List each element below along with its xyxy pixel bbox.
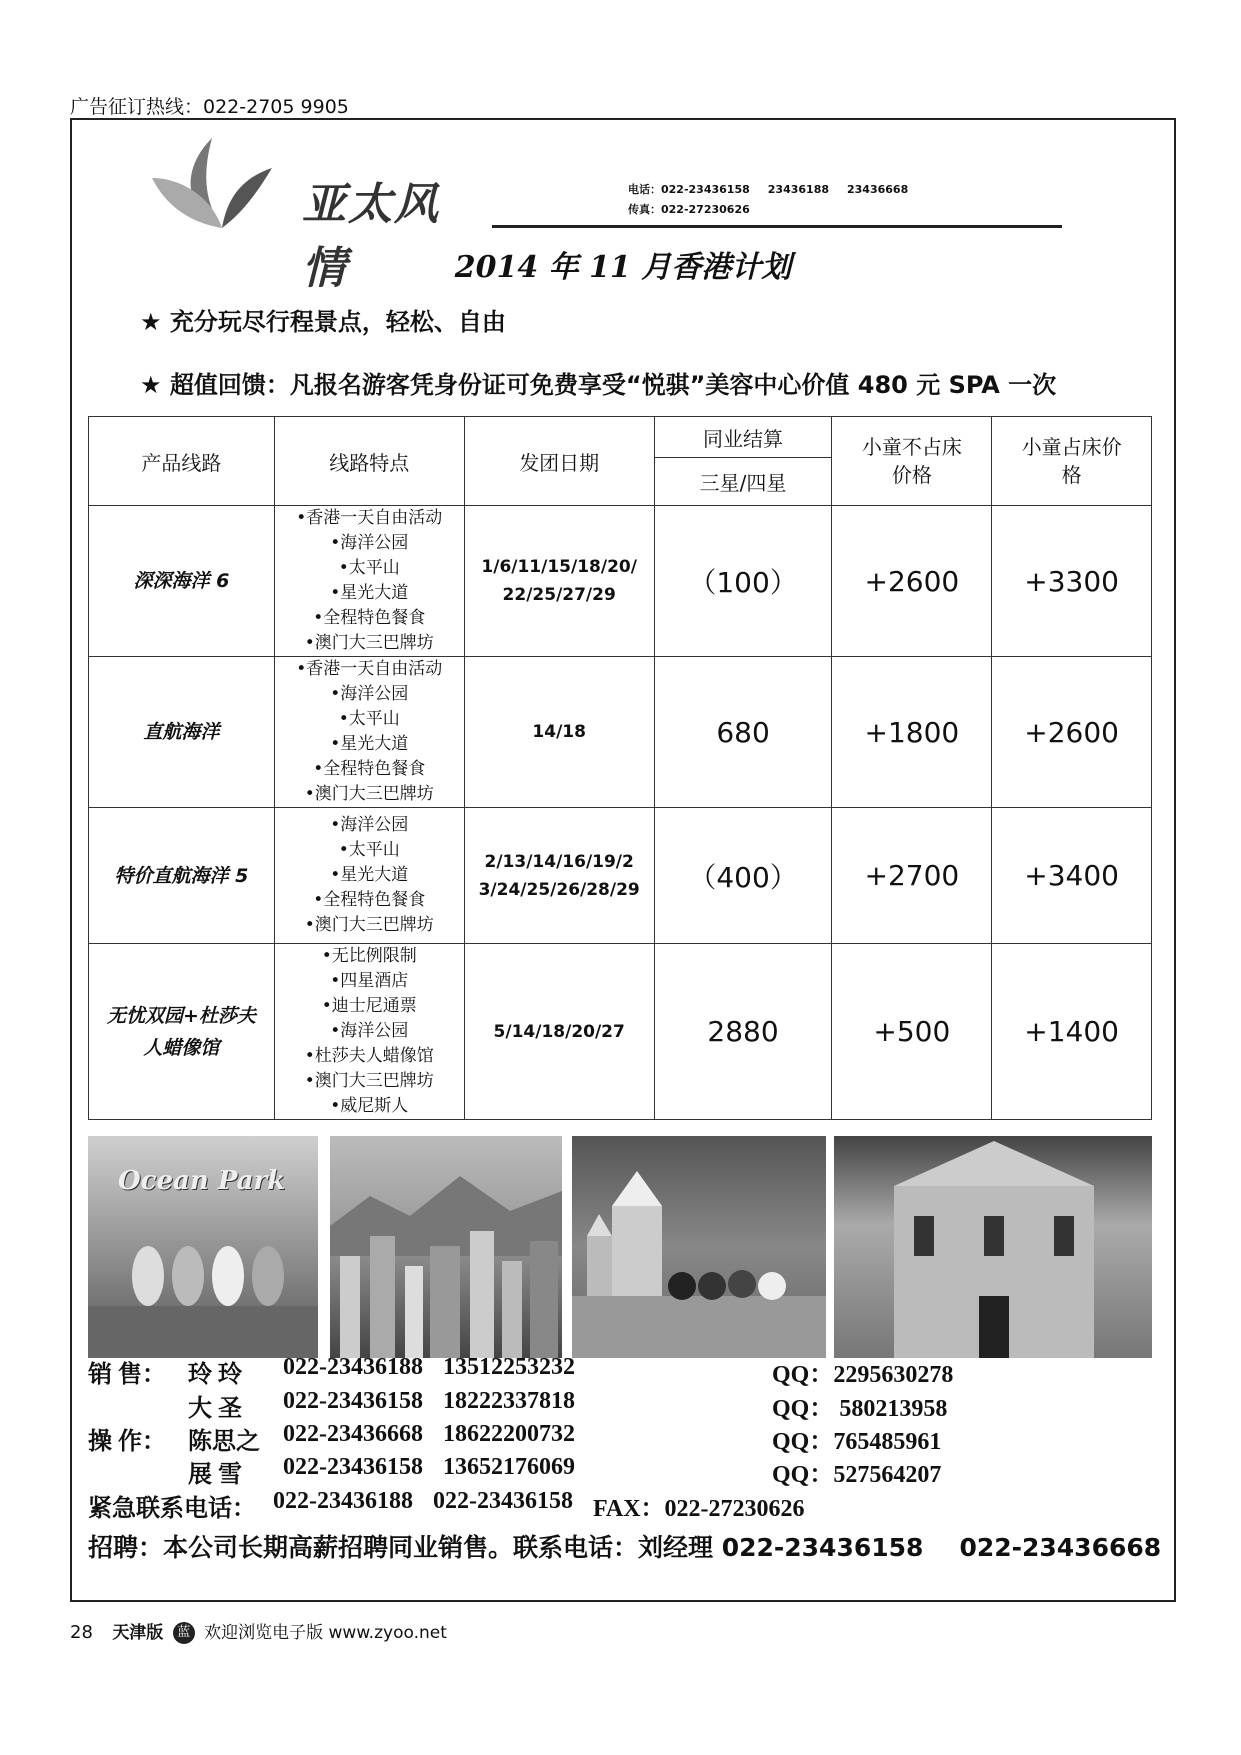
child-bed-price: +3300 xyxy=(992,506,1152,657)
emergency-label: 紧急联系电话： xyxy=(88,1496,256,1522)
route-features: •香港一天自由活动 •海洋公园 •太平山 •星光大道 •全程特色餐食 •澳门大三巴牌坊 xyxy=(274,657,464,808)
badge-icon: 蓝 xyxy=(173,1622,195,1644)
contact-tel: 022-23436188 xyxy=(283,1354,423,1380)
ocean-park-sign: Ocean Park xyxy=(118,1166,286,1196)
header-child-no-bed: 小童不占床价格 xyxy=(832,417,992,506)
contact-mobile: 13512253232 xyxy=(443,1354,575,1380)
header-peer-sub: 三星/四星 xyxy=(654,458,832,506)
contact-name: 展 雪 xyxy=(188,1462,242,1488)
ad-hotline: 广告征订热线：022-2705 9905 xyxy=(70,96,349,118)
castle-graphic xyxy=(572,1136,826,1358)
recruitment-notice: 招聘：本公司长期高薪招聘同业销售。联系电话：刘经理 022-23436158 022-23436668 xyxy=(88,1533,1162,1562)
ruins-of-st-paul-photo xyxy=(834,1136,1152,1358)
child-bed-price: +3400 xyxy=(992,808,1152,944)
peer-price: 2880 xyxy=(654,944,832,1120)
sales-label: 销 售： xyxy=(88,1362,166,1388)
disneyland-photo xyxy=(572,1136,826,1358)
highlight-1: ★ 充分玩尽行程景点，轻松、自由 xyxy=(140,308,506,336)
route-features: •无比例限制 •四星酒店 •迪士尼通票 •海洋公园 •杜莎夫人蜡像馆 •澳门大三巴牌坊 •威尼斯人 xyxy=(274,944,464,1120)
contact-name: 玲 玲 xyxy=(188,1362,242,1388)
contact-tel: 022-23436158 xyxy=(283,1454,423,1480)
peer-price: （100） xyxy=(654,506,832,657)
tel-3: 23436668 xyxy=(847,183,909,196)
leaf-logo-icon xyxy=(142,128,292,238)
ad-frame xyxy=(70,118,1176,1602)
departure-dates: 2/13/14/16/19/23/24/25/26/28/29 xyxy=(464,808,654,944)
page-footer xyxy=(70,1618,447,1644)
child-no-bed-price: +500 xyxy=(832,944,992,1120)
child-no-bed-price: +2600 xyxy=(832,506,992,657)
child-bed-price: +1400 xyxy=(992,944,1152,1120)
header-dates: 发团日期 xyxy=(464,417,654,506)
contact-mobile: 18622200732 xyxy=(443,1421,575,1447)
tour-price-table xyxy=(88,416,1152,1120)
route-features: •香港一天自由活动 •海洋公园 •太平山 •星光大道 •全程特色餐食 •澳门大三巴牌坊 xyxy=(274,506,464,657)
contact-tel: 022-23436668 xyxy=(283,1421,423,1447)
recruit-tel-2: 022-23436668 xyxy=(959,1533,1162,1562)
page-title: 2014 年 11 月香港计划 xyxy=(454,250,792,285)
fax-number: 022-27230626 xyxy=(661,203,750,216)
mascots-graphic xyxy=(88,1136,318,1358)
emergency-tel-2: 022-23436158 xyxy=(433,1488,573,1514)
contact-name: 大 圣 xyxy=(188,1396,242,1422)
route-name: 无忧双园+杜莎夫人蜡像馆 xyxy=(89,944,275,1120)
fax-number: FAX：022-27230626 xyxy=(593,1496,805,1522)
contact-mobile: 13652176069 xyxy=(443,1454,575,1480)
header-peer-price: 同业结算 xyxy=(654,417,832,458)
tel-label: 电话： xyxy=(628,183,661,196)
facade-graphic xyxy=(834,1136,1152,1358)
hong-kong-skyline-photo xyxy=(330,1136,562,1358)
company-contact xyxy=(628,180,926,220)
skyline-graphic xyxy=(330,1136,562,1358)
table-row xyxy=(89,808,1152,944)
table-row xyxy=(89,944,1152,1120)
company-name: 亚太风情 xyxy=(302,179,440,294)
contact-tel: 022-23436158 xyxy=(283,1388,423,1414)
highlight-2: ★ 超值回馈：凡报名游客凭身份证可免费享受“悦骐”美容中心价值 480 元 SPA 一次 xyxy=(140,371,1057,399)
child-bed-price: +2600 xyxy=(992,657,1152,808)
header-features: 线路特点 xyxy=(274,417,464,506)
photo-strip xyxy=(88,1136,1152,1358)
departure-dates: 14/18 xyxy=(464,657,654,808)
contact-mobile: 18222337818 xyxy=(443,1388,575,1414)
peer-price: 680 xyxy=(654,657,832,808)
fax-label: 传真： xyxy=(628,203,661,216)
departure-dates: 5/14/18/20/27 xyxy=(464,944,654,1120)
route-name: 特价直航海洋 5 xyxy=(89,808,275,944)
ocean-park-photo xyxy=(88,1136,318,1358)
route-name: 直航海洋 xyxy=(89,657,275,808)
edition-label: 天津版 xyxy=(112,1623,164,1643)
route-features: •海洋公园 •太平山 •星光大道 •全程特色餐食 •澳门大三巴牌坊 xyxy=(274,808,464,944)
child-no-bed-price: +2700 xyxy=(832,808,992,944)
header-child-bed: 小童占床价格 xyxy=(992,417,1152,506)
child-no-bed-price: +1800 xyxy=(832,657,992,808)
tel-1: 022-23436158 xyxy=(661,183,750,196)
table-row xyxy=(89,657,1152,808)
footer-link[interactable]: 欢迎浏览电子版 www.zyoo.net xyxy=(204,1623,447,1643)
page-number: 28 xyxy=(70,1622,93,1643)
contact-qq: QQ：527564207 xyxy=(772,1462,942,1488)
header-route: 产品线路 xyxy=(89,417,275,506)
route-name: 深深海洋 6 xyxy=(89,506,275,657)
departure-dates: 1/6/11/15/18/20/22/25/27/29 xyxy=(464,506,654,657)
contact-qq: QQ：765485961 xyxy=(772,1429,942,1455)
company-logo xyxy=(142,128,482,294)
contact-name: 陈思之 xyxy=(188,1429,260,1455)
contact-qq: QQ： 580213958 xyxy=(772,1396,948,1422)
tel-2: 23436188 xyxy=(767,183,829,196)
emergency-tel-1: 022-23436188 xyxy=(273,1488,413,1514)
ops-label: 操 作： xyxy=(88,1429,166,1455)
table-row xyxy=(89,506,1152,657)
header-divider xyxy=(492,225,1062,228)
peer-price: （400） xyxy=(654,808,832,944)
contact-qq: QQ：2295630278 xyxy=(772,1362,954,1388)
